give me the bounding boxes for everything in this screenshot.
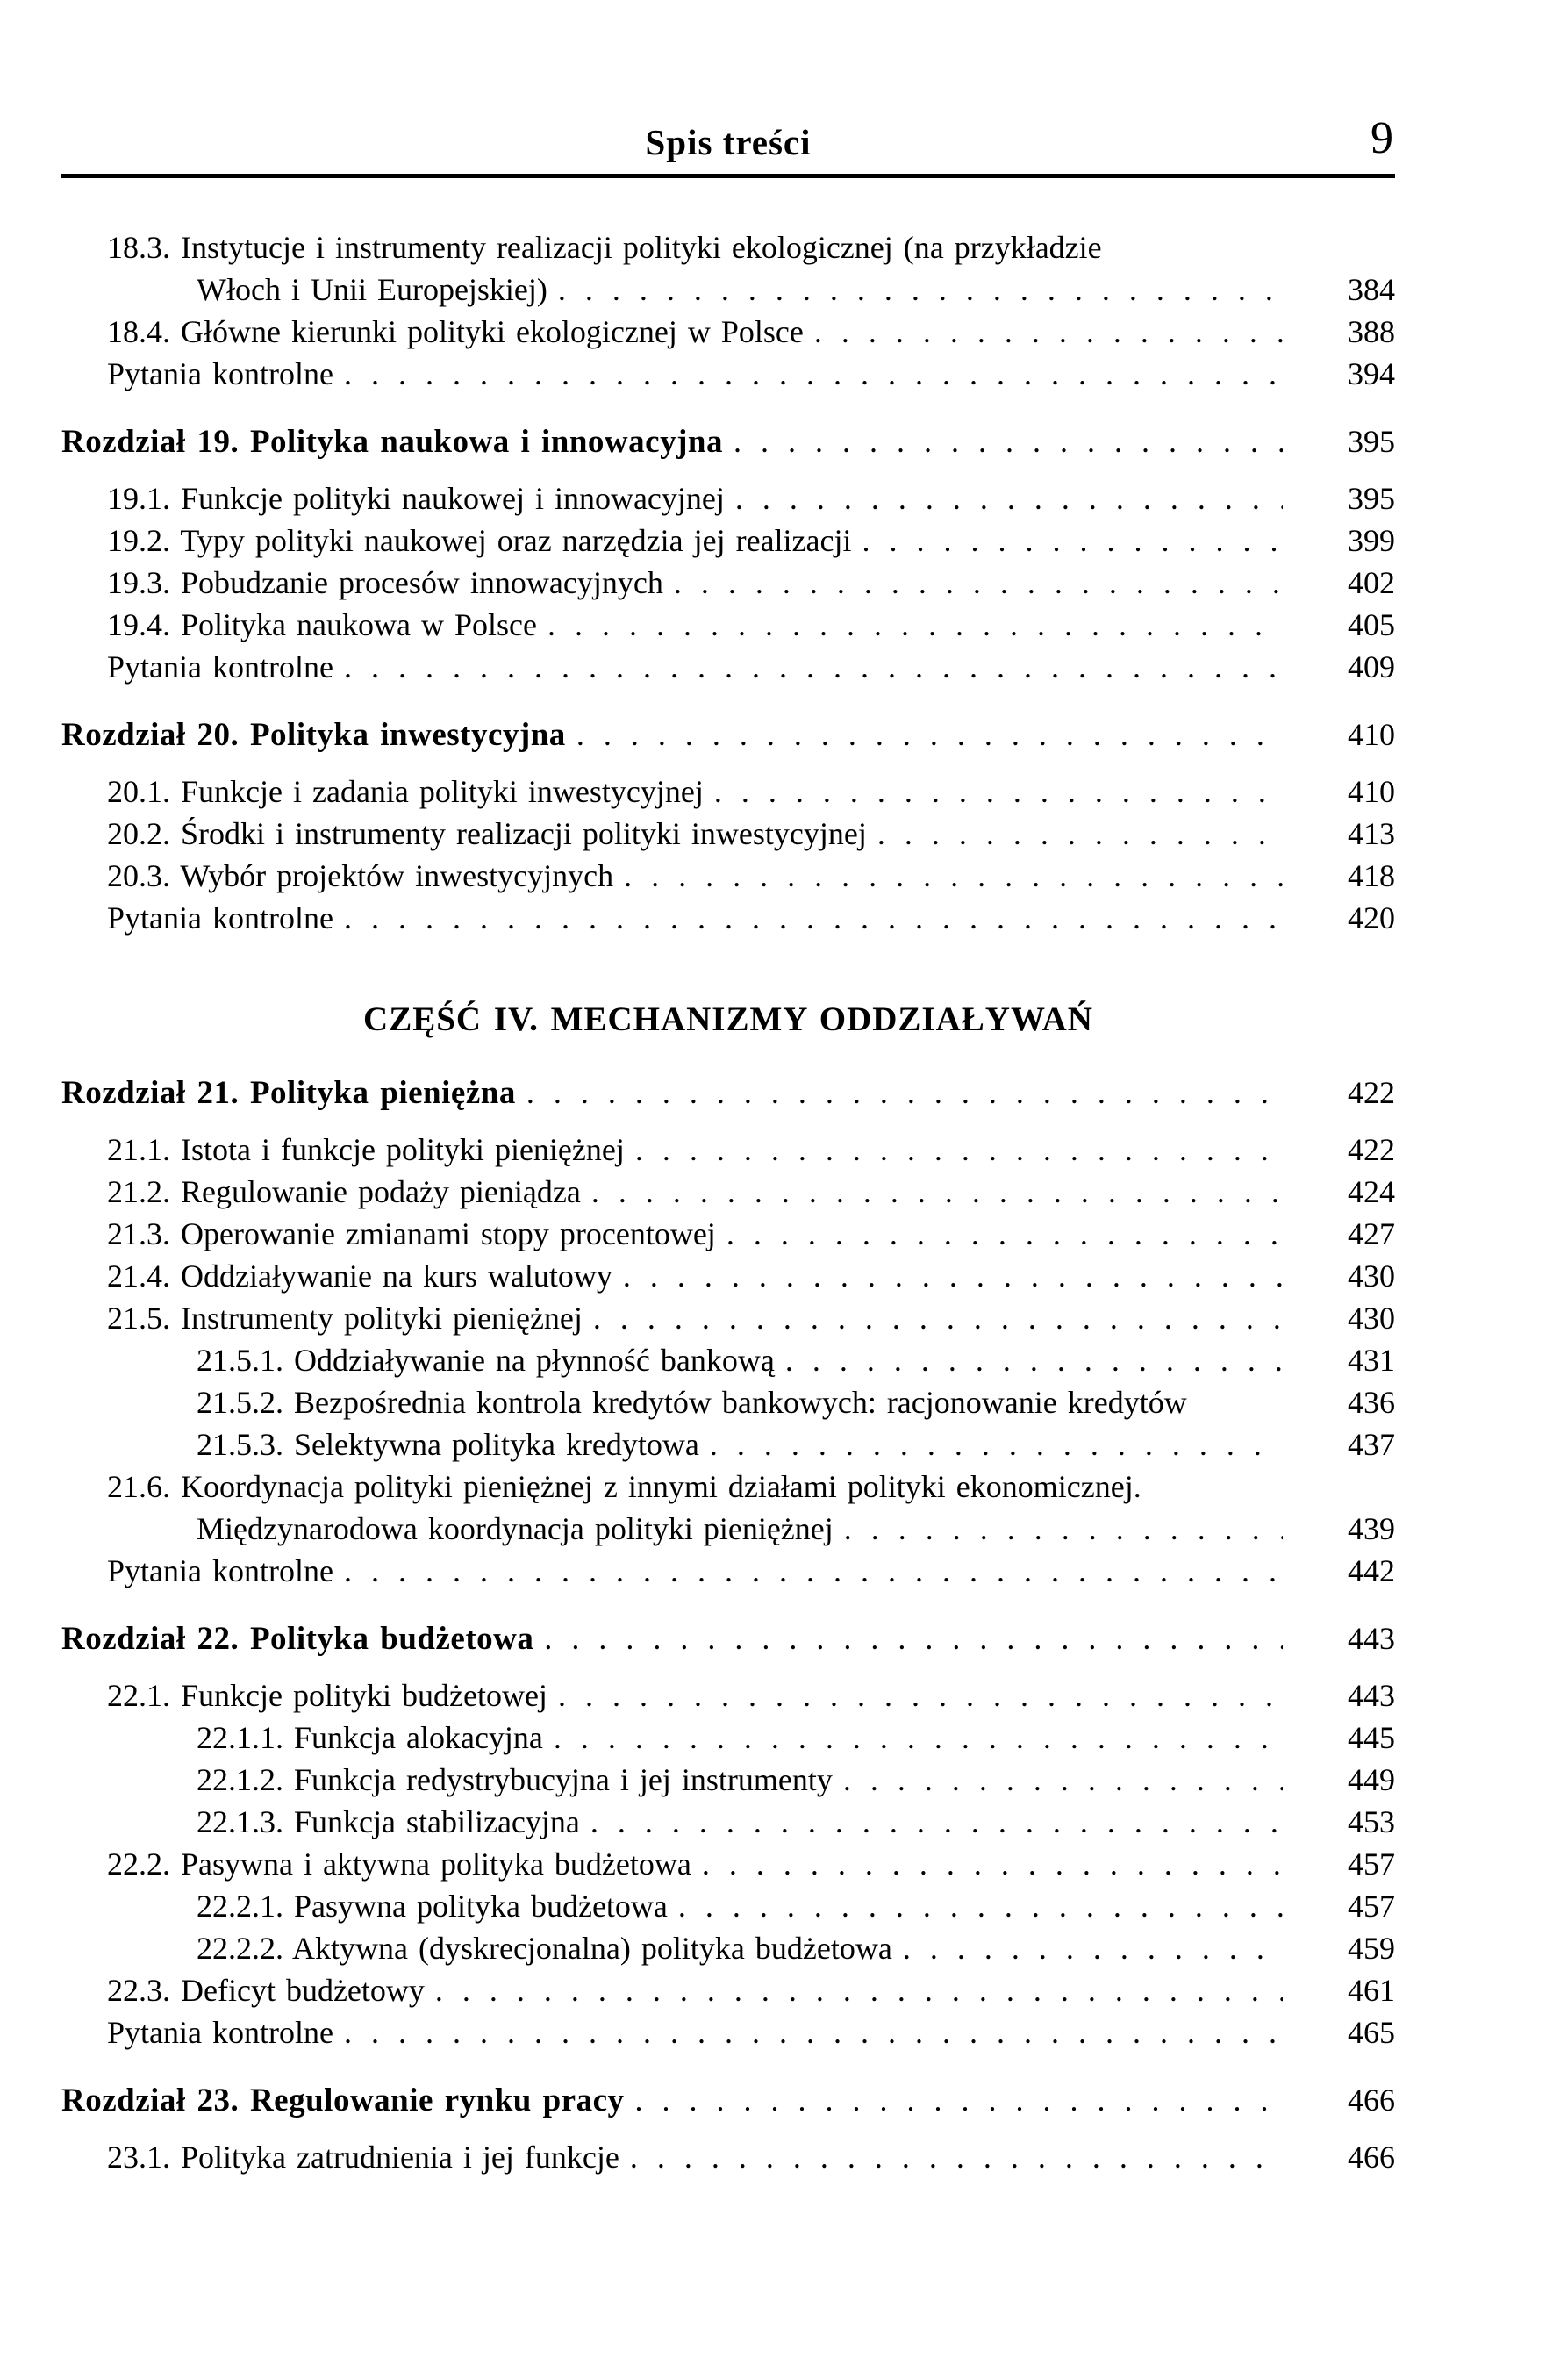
- toc-entry-line: [61, 269, 1395, 311]
- leader-dots: [558, 269, 1283, 311]
- page-ref: 410: [1348, 717, 1395, 752]
- leader-dots: [623, 1255, 1283, 1297]
- toc-entry-line: [61, 1843, 1395, 1885]
- page-ref: 422: [1348, 1132, 1395, 1167]
- page-ref: 399: [1348, 523, 1395, 558]
- entry-text: 22.2. Pasywna i aktywna polityka budżetowa: [107, 1846, 691, 1882]
- toc-entry-line: [61, 1129, 1395, 1171]
- page-ref: 453: [1348, 1804, 1395, 1839]
- toc-list: [61, 226, 1395, 2178]
- header-rule: [61, 174, 1395, 178]
- toc-entry-line: [61, 2011, 1395, 2054]
- entry-text: 21.6. Koordynacja polityki pieniężnej z innymi działami polityki ekonomicznej.: [107, 1469, 1141, 1504]
- leader-dots: [558, 1674, 1283, 1717]
- toc-entry-line: [61, 311, 1395, 353]
- toc-entry-line: [61, 477, 1395, 520]
- entry-text: 23.1. Polityka zatrudnienia i jej funkcje: [107, 2140, 619, 2175]
- page-ref: 424: [1348, 1174, 1395, 1209]
- page-ref: 459: [1348, 1931, 1395, 1966]
- page-ref: 422: [1348, 1075, 1395, 1110]
- entry-text: 19.4. Polityka naukowa w Polsce: [107, 607, 537, 642]
- page-ref: 445: [1348, 1720, 1395, 1755]
- leader-dots: [726, 1213, 1283, 1255]
- entry-text: 21.4. Oddziaływanie na kurs walutowy: [107, 1258, 612, 1294]
- leader-dots: [877, 813, 1283, 855]
- entry-text: 20.3. Wybór projektów inwestycyjnych: [107, 858, 614, 893]
- toc-entry-line: [61, 1171, 1395, 1213]
- entry-text: Włoch i Unii Europejskiej): [197, 272, 547, 307]
- toc-entry-line: [61, 646, 1395, 688]
- toc-entry-line: [61, 2136, 1395, 2178]
- toc-entry-line: [61, 604, 1395, 646]
- toc-chapter-line: [61, 2079, 1395, 2122]
- entry-text: 20.2. Środki i instrumenty realizacji polityki inwestycyjnej: [107, 816, 867, 851]
- page-ref: 420: [1348, 900, 1395, 936]
- leader-dots: [590, 1801, 1283, 1843]
- leader-dots: [554, 1717, 1283, 1759]
- page-ref: 402: [1348, 565, 1395, 600]
- page-ref: 431: [1348, 1343, 1395, 1378]
- toc-entry-line: [61, 1674, 1395, 1717]
- leader-dots: [862, 520, 1284, 562]
- entry-text: Rozdział 20. Polityka inwestycyjna: [61, 717, 566, 753]
- leader-dots: [344, 646, 1283, 688]
- toc-entry-line: [61, 1339, 1395, 1381]
- entry-text: 22.3. Deficyt budżetowy: [107, 1973, 425, 2008]
- leader-dots: [630, 2136, 1283, 2178]
- entry-text: Rozdział 21. Polityka pieniężna: [61, 1075, 516, 1111]
- entry-text: 22.2.1. Pasywna polityka budżetowa: [197, 1889, 668, 1924]
- leader-dots: [903, 1927, 1283, 1969]
- toc-entry-line: [61, 1550, 1395, 1592]
- page-ref: 449: [1348, 1762, 1395, 1797]
- entry-text: 18.4. Główne kierunki polityki ekologicznej w Polsce: [107, 314, 804, 349]
- toc-entry-line: [61, 226, 1395, 269]
- page-ref: 405: [1348, 607, 1395, 642]
- page-ref: 384: [1348, 272, 1395, 307]
- entry-text: Rozdział 19. Polityka naukowa i innowacyjna: [61, 424, 723, 460]
- page-ref: 442: [1348, 1553, 1395, 1588]
- toc-entry-line: [61, 1423, 1395, 1466]
- leader-dots: [344, 353, 1283, 395]
- entry-text: 21.5.3. Selektywna polityka kredytowa: [197, 1427, 699, 1462]
- page-ref: 457: [1348, 1846, 1395, 1882]
- toc-entry-line: [61, 1759, 1395, 1801]
- toc-entry-line: [61, 897, 1395, 939]
- toc-entry-line: [61, 1213, 1395, 1255]
- leader-dots: [435, 1969, 1283, 2011]
- page-ref: 466: [1348, 2082, 1395, 2118]
- toc-chapter-line: [61, 1072, 1395, 1115]
- entry-text: 19.3. Pobudzanie procesów innowacyjnych: [107, 565, 663, 600]
- page-ref: 436: [1348, 1385, 1395, 1420]
- page-ref: 395: [1348, 481, 1395, 516]
- entry-text: 19.2. Typy polityki naukowej oraz narzędzia jej realizacji: [107, 523, 852, 558]
- page-ref: 457: [1348, 1889, 1395, 1924]
- entry-text: 21.2. Regulowanie podaży pieniądza: [107, 1174, 581, 1209]
- entry-text: Rozdział 23. Regulowanie rynku pracy: [61, 2082, 625, 2118]
- leader-dots: [526, 1072, 1283, 1114]
- page-ref: 465: [1348, 2015, 1395, 2050]
- entry-text: Pytania kontrolne: [107, 356, 333, 391]
- toc-entry-line: [61, 353, 1395, 395]
- page-ref: 410: [1348, 774, 1395, 809]
- part-heading: CZĘŚĆ IV. MECHANIZMY ODDZIAŁYWAŃ: [363, 1000, 1093, 1038]
- leader-dots: [710, 1423, 1283, 1466]
- toc-entry-line: [61, 1801, 1395, 1843]
- page-ref: 443: [1348, 1621, 1395, 1656]
- entry-text: 21.3. Operowanie zmianami stopy procentowej: [107, 1216, 716, 1251]
- leader-dots: [544, 1617, 1283, 1660]
- page-ref: 466: [1348, 2140, 1395, 2175]
- toc-entry-line: [61, 1466, 1395, 1508]
- toc-entry-line: [61, 1885, 1395, 1927]
- toc-entry-line: [61, 1508, 1395, 1550]
- leader-dots: [735, 477, 1283, 520]
- leader-dots: [635, 2079, 1283, 2121]
- page-ref: 430: [1348, 1258, 1395, 1294]
- entry-text: 22.1. Funkcje polityki budżetowej: [107, 1678, 547, 1713]
- page-ref: 413: [1348, 816, 1395, 851]
- toc-entry-line: [61, 520, 1395, 562]
- leader-dots: [844, 1508, 1283, 1550]
- leader-dots: [344, 1550, 1283, 1592]
- leader-dots: [593, 1297, 1283, 1339]
- leader-dots: [714, 771, 1283, 813]
- leader-dots: [624, 855, 1283, 897]
- toc-chapter-line: [61, 713, 1395, 756]
- entry-text: 21.1. Istota i funkcje polityki pieniężnej: [107, 1132, 625, 1167]
- page-ref: 409: [1348, 649, 1395, 685]
- page-ref: 394: [1348, 356, 1395, 391]
- page-header: [61, 113, 1395, 167]
- page-ref: 395: [1348, 424, 1395, 459]
- toc-entry-line: [61, 1297, 1395, 1339]
- toc-chapter-line: [61, 420, 1395, 463]
- leader-dots: [635, 1129, 1283, 1171]
- entry-text: 21.5.2. Bezpośrednia kontrola kredytów bankowych: racjonowanie kredytów: [197, 1385, 1187, 1420]
- page-ref: 443: [1348, 1678, 1395, 1713]
- toc-entry-line: [61, 771, 1395, 813]
- leader-dots: [547, 604, 1283, 646]
- toc-entry-line: [61, 1381, 1395, 1423]
- toc-entry-line: [61, 1927, 1395, 1969]
- entry-text: 21.5. Instrumenty polityki pieniężnej: [107, 1301, 583, 1336]
- entry-text: 21.5.1. Oddziaływanie na płynność bankową: [197, 1343, 775, 1378]
- entry-text: Pytania kontrolne: [107, 900, 333, 936]
- page-title: Spis treści: [645, 122, 812, 162]
- entry-text: 22.1.2. Funkcja redystrybucyjna i jej instrumenty: [197, 1762, 833, 1797]
- toc-chapter-line: [61, 1617, 1395, 1660]
- toc-entry-line: [61, 1255, 1395, 1297]
- entry-text: Rozdział 22. Polityka budżetowa: [61, 1621, 534, 1657]
- entry-text: 20.1. Funkcje i zadania polityki inwestycyjnej: [107, 774, 704, 809]
- page-ref: 430: [1348, 1301, 1395, 1336]
- leader-dots: [576, 713, 1283, 756]
- toc-entry-line: [61, 1969, 1395, 2011]
- leader-dots: [814, 311, 1283, 353]
- page-ref: 437: [1348, 1427, 1395, 1462]
- toc-entry-line: [61, 1717, 1395, 1759]
- entry-text: 22.1.1. Funkcja alokacyjna: [197, 1720, 543, 1755]
- page-ref: 439: [1348, 1511, 1395, 1546]
- entry-text: Pytania kontrolne: [107, 1553, 333, 1588]
- entry-text: Pytania kontrolne: [107, 649, 333, 685]
- leader-dots: [734, 420, 1283, 462]
- page-ref: 461: [1348, 1973, 1395, 2008]
- leader-dots: [674, 562, 1283, 604]
- leader-dots: [702, 1843, 1283, 1885]
- leader-dots: [344, 897, 1283, 939]
- entry-text: 22.1.3. Funkcja stabilizacyjna: [197, 1804, 580, 1839]
- page-ref: 418: [1348, 858, 1395, 893]
- toc-entry-line: [61, 813, 1395, 855]
- leader-dots: [785, 1339, 1283, 1381]
- page-number: 9: [1371, 113, 1393, 163]
- entry-text: 22.2.2. Aktywna (dyskrecjonalna) polityka budżetowa: [197, 1931, 892, 1966]
- entry-text: Międzynarodowa koordynacja polityki pieniężnej: [197, 1511, 834, 1546]
- toc-entry-line: [61, 855, 1395, 897]
- page-ref: 427: [1348, 1216, 1395, 1251]
- leader-dots: [344, 2011, 1283, 2054]
- entry-text: 19.1. Funkcje polityki naukowej i innowacyjnej: [107, 481, 725, 516]
- leader-dots: [843, 1759, 1283, 1801]
- leader-dots: [591, 1171, 1283, 1213]
- page-ref: 388: [1348, 314, 1395, 349]
- entry-text: Pytania kontrolne: [107, 2015, 333, 2050]
- entry-text: 18.3. Instytucje i instrumenty realizacji polityki ekologicznej (na przykładzie: [107, 230, 1102, 265]
- toc-entry-line: [61, 562, 1395, 604]
- leader-dots: [678, 1885, 1283, 1927]
